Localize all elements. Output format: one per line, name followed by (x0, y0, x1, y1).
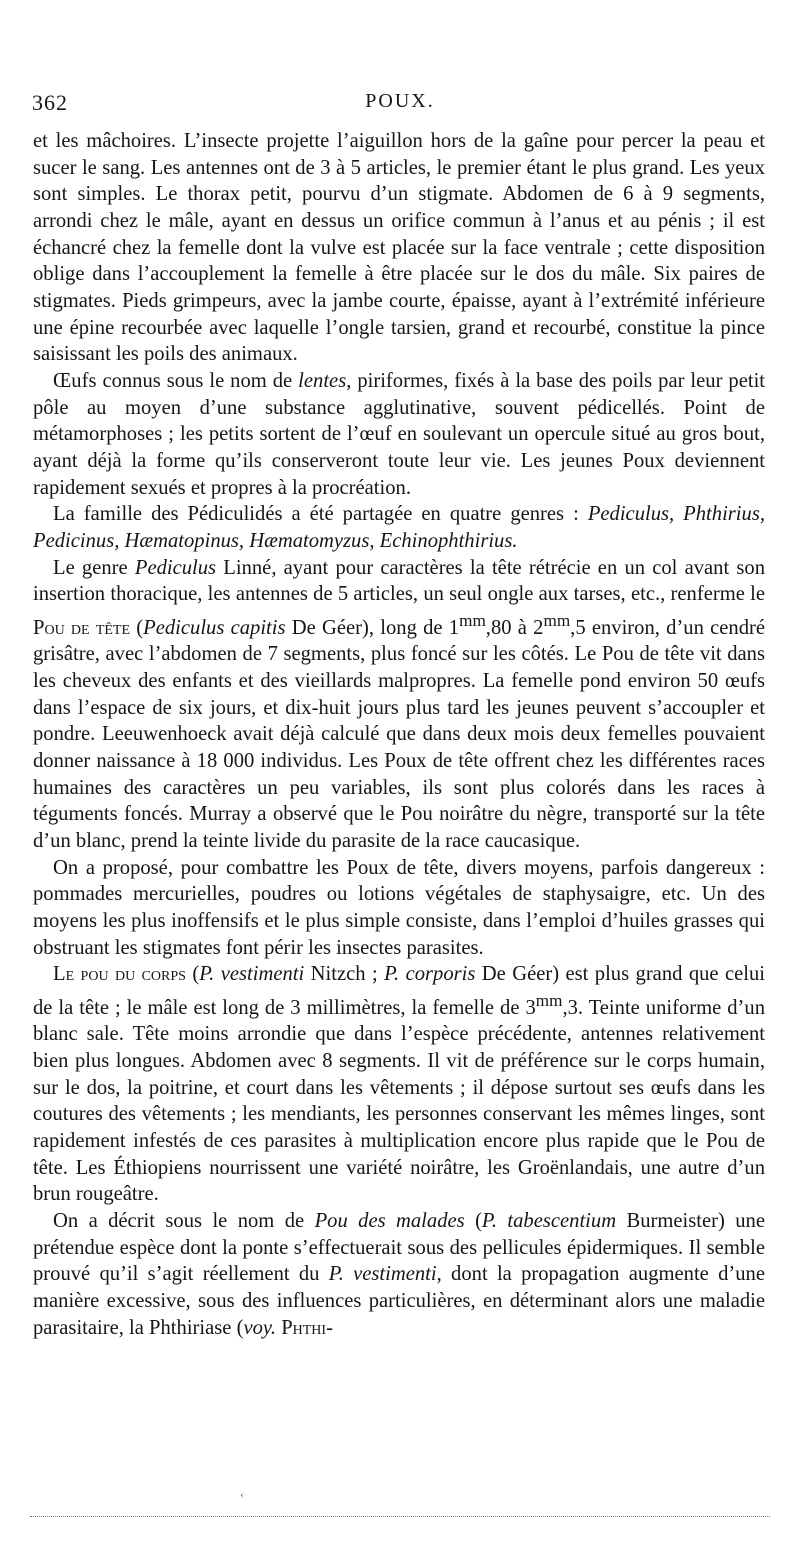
paragraph-text: ,5 environ, d’un cendré grisâtre, avec l’abdomen de 7 segments, plus foncé sur les côtés. Le Pou de tête vit dans les cheveux des enfants et des vieillards malpropres. La femelle pond environ 50 œufs dans l’espace de six jours, et dix-huit jours plus tard les jeunes peuvent s’accoupler et pondre. Leeuwenhoeck avait déjà calculé que dans deux mois deux femelles pouvaient donner naissance à 18 000 individus. Les Poux de tête offrent chez les différentes races humaines des caractères un peu variables, ils sont plus colorés dans les races à téguments foncés. Murray a observé que le Pou noirâtre du nègre, transporté sur la tête d’un blanc, prend la teinte livide du parasite de la race caucasique. (33, 616, 766, 852)
running-title: POUX. (365, 90, 435, 112)
paragraph-pou-du-corps (33, 961, 765, 1208)
term-voy: voy. (243, 1316, 277, 1339)
paragraph-text: ( (464, 1209, 482, 1232)
paragraph-pediculus (33, 555, 765, 855)
term-phthiriase-ref: Phthi- (281, 1316, 333, 1339)
paragraph-text: Œufs connus sous le nom de (53, 369, 299, 392)
footer-rule (30, 1516, 770, 1519)
paragraph-text: La famille des Pédiculidés a été partagée en quatre genres : (53, 503, 588, 526)
term-genera: Pediculus, Phthirius, Pedicinus, Hæmatopinus, Hæmatomyzus, Echinophthirius. (33, 503, 765, 552)
paragraph-text: On a proposé, pour combattre les Poux de tête, divers moyens, parfois dangereux : pommades mercurielles, poudres ou lotions végétales de staphysaigre, etc. Un des moyens les plus inoffensifs et le plus simple consiste, dans l’emploi d’huiles grasses qui obstruant les stigmates font périr les insectes parasites. (33, 856, 765, 959)
paragraph-text: ( (185, 963, 200, 986)
term-vestimenti: P. vestimenti (199, 963, 305, 986)
term-lentes: lentes (298, 369, 347, 392)
page-number: 362 (32, 90, 68, 115)
term-pou-de-tete: Pou de tête (33, 616, 131, 639)
paragraph-text: De Géer) est plus grand que celui de la tête ; le mâle est long de 3 millimètres, la femelle de 3 (33, 963, 765, 1019)
term-tabescentium: P. tabescentium (481, 1209, 617, 1232)
term-pediculus-capitis: Pediculus capitis (143, 616, 286, 639)
paragraph-text: Le genre (53, 556, 135, 579)
paragraph-text: Linné, ayant pour caractères la tête rétrécie en un col avant son insertion thoracique, les antennes de 5 articles, un seul ongle aux tarses, etc., renferme le (33, 556, 766, 606)
paragraph-text: ,3. Teinte uniforme d’un blanc sale. Tête moins arrondie que dans l’espèce précédente, antennes relativement bien plus longues. Abdomen avec 8 segments. Il vit de préférence sur le corps humain, sur le dos, la poitrine, et court dans les vêtements ; il dépose surtout ses œufs dans les coutures des vêtements ; les mendiants, les personnes conservant les mêmes linges, sont rapidement infestés de ces parasites à multiplication encore plus rapide que le Pou de tête. Les Éthiopiens nourrissent une variété noirâtre, les Groënlandais, une autre d’un brun rougeâtre. (33, 996, 765, 1206)
unit-superscript: mm (535, 990, 563, 1010)
paragraph-text: On a décrit sous le nom de (53, 1209, 315, 1232)
term-pou-des-malades: Pou des malades (314, 1209, 465, 1232)
paragraph-pou-des-malades (33, 1208, 765, 1341)
page-header (30, 86, 770, 116)
paragraph-text: De Géer), long de 1 (285, 616, 460, 639)
unit-superscript: mm (543, 610, 571, 630)
paragraph-anatomy (33, 128, 765, 368)
term-pediculus: Pediculus (134, 556, 217, 579)
unit-superscript: mm (459, 610, 486, 630)
paragraph-eggs (33, 368, 765, 501)
paragraph-text: ( (130, 616, 144, 639)
term-vestimenti: P. vestimenti (328, 1263, 437, 1286)
paragraph-text: Burmeister) une prétendue espèce dont la ponte s’effectuerait sous des pellicules épidermiques. Il semble prouvé qu’il s’agit réellement du (33, 1209, 765, 1286)
paragraph-remedies (33, 855, 765, 962)
paragraph-text: ,80 à 2 (485, 616, 544, 639)
paragraph-text: , dont la propagation augmente d’une manière excessive, sous des influences particulières, en déterminant alors une maladie parasitaire, la Phthiriase ( (33, 1263, 765, 1339)
term-pou-du-corps: Le pou du corps (53, 963, 186, 986)
term-corporis: P. corporis (384, 963, 476, 986)
paragraph-family (33, 501, 765, 554)
paragraph-text: et les mâchoires. L’insecte projette l’aiguillon hors de la gaîne pour percer la peau et sucer le sang. Les antennes ont de 3 à 5 articles, le premier étant le plus grand. Les yeux sont simples. Le thorax petit, pourvu d’un stigmate. Abdomen de 6 à 9 segments, arrondi chez le mâle, ayant en dessus un orifice commun à l’anus et au pénis ; il est échancré chez la femelle dont la vulve est placée sur la face ventrale ; cette disposition oblige dans l’accouplement la femelle à être placée sur le dos du mâle. Six paires de stigmates. Pieds grimpeurs, avec la jambe courte, épaisse, ayant à l’extrémité inférieure une épine recourbée avec laquelle l’ongle tarsien, grand et recourbé, constitue la pince saisissant les poils des animaux. (33, 130, 765, 366)
paragraph-text: Nitzch ; (304, 963, 385, 986)
body-text (33, 128, 765, 1341)
stray-mark: ‹ (240, 1487, 244, 1501)
paragraph-text: , piriformes, fixés à la base des poils par leur petit pôle au moyen d’une substance agglutinative, souvent pédicellés. Point de métamorphoses ; les petits sortent de l’œuf en soulevant un opercule situé au gros bout, ayant déjà la forme qu’ils conserveront toute leur vie. Les jeunes Poux deviennent rapidement sexués et propres à la procréation. (33, 369, 766, 499)
